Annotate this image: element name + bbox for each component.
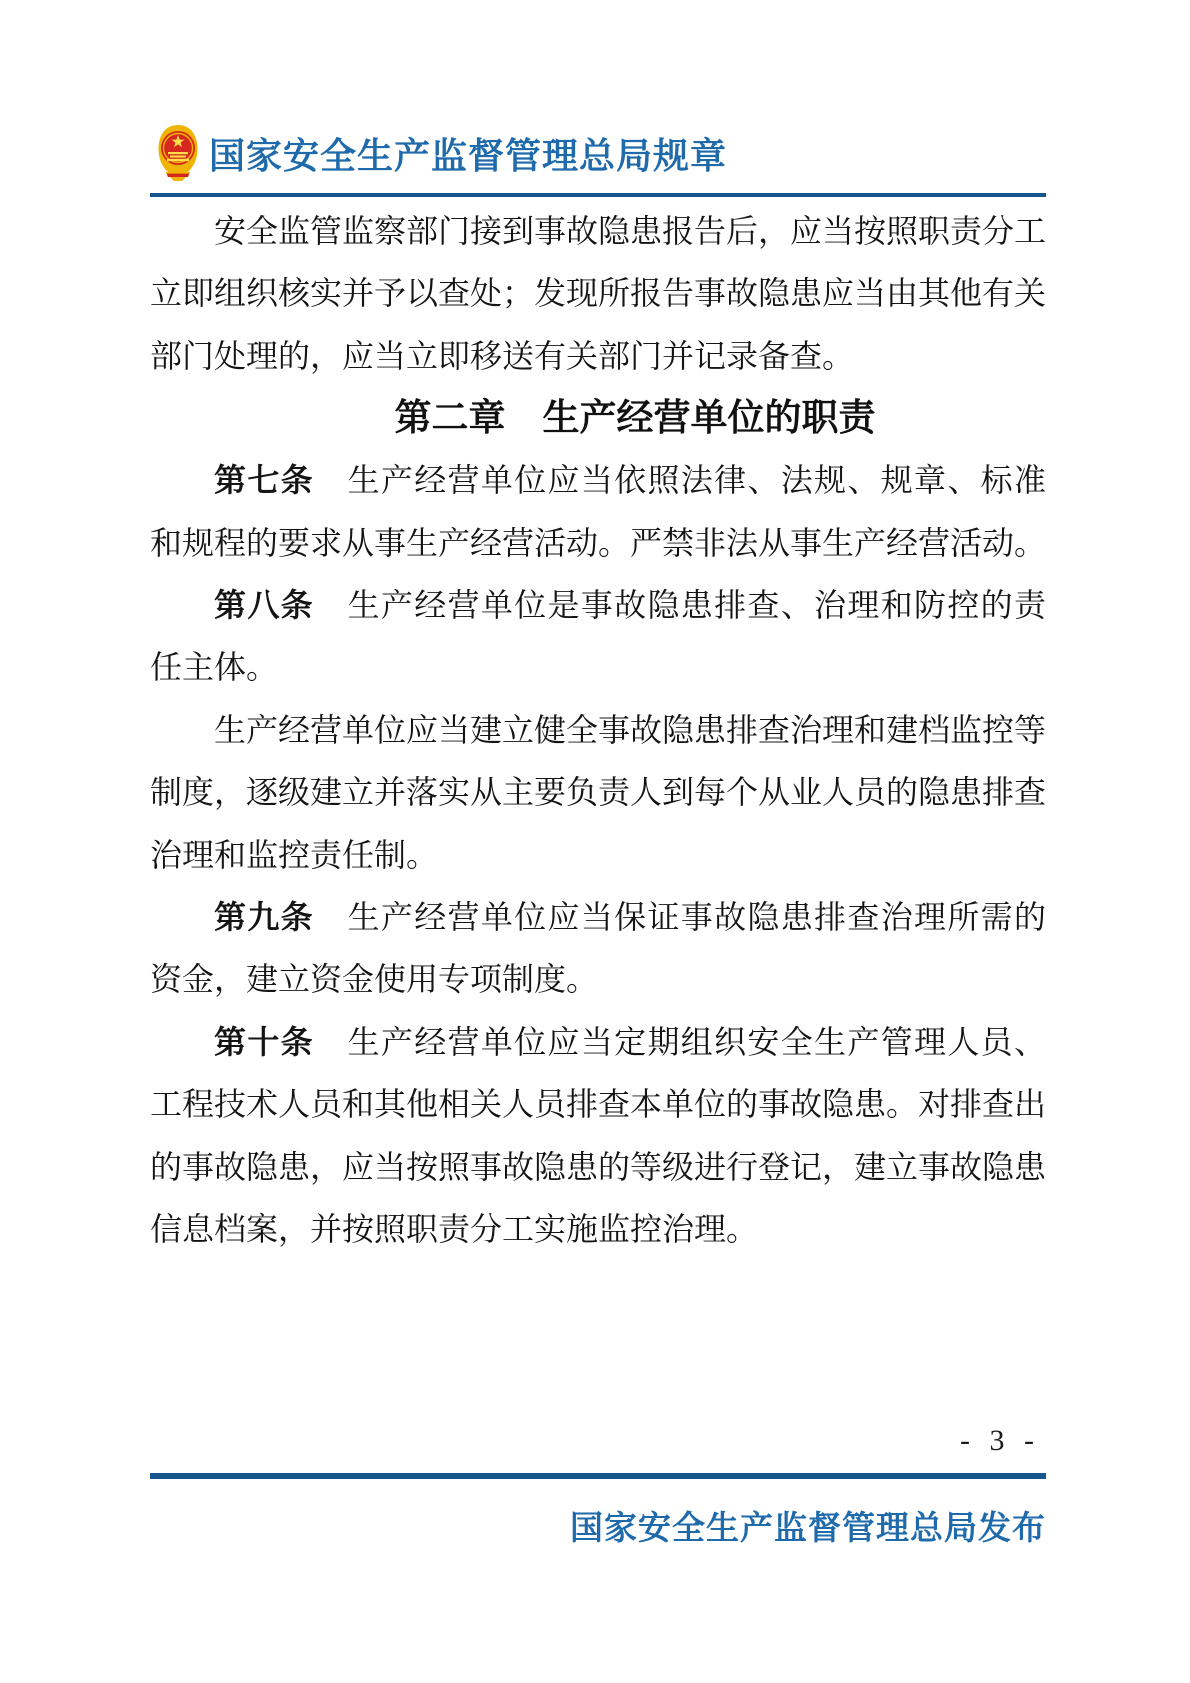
article-label: 第七条: [214, 462, 314, 499]
document-header: [157, 124, 727, 182]
paragraph: [150, 200, 1046, 387]
chapter-title: 生产经营单位的职责: [542, 397, 876, 439]
article-paragraph: [150, 886, 1046, 1011]
document-header-title: 国家安全生产监督管理总局规章: [209, 135, 728, 176]
paragraph-text: 安全监管监察部门接到事故隐患报告后，应当按照职责分工立即组织核实并予以查处；发现所报告事故隐患应当由其他有关部门处理的，应当立即移送有关部门并记录备查。: [150, 213, 1047, 374]
paragraph: [150, 699, 1046, 886]
article-label: 第十条: [214, 1023, 314, 1060]
article-label: 第九条: [214, 899, 314, 936]
chapter-heading: [150, 387, 1046, 449]
article-text: 生产经营单位是事故隐患排查、治理和防控的责任主体。: [150, 587, 1046, 686]
page-number: - 3 -: [960, 1424, 1040, 1457]
article-text: 生产经营单位应当依照法律、法规、规章、标准和规程的要求从事生产经营活动。严禁非法从事生产经营活动。: [150, 462, 1047, 561]
article-text: 生产经营单位应当保证事故隐患排查治理所需的资金，建立资金使用专项制度。: [150, 899, 1046, 998]
article-paragraph: [150, 1011, 1046, 1261]
china-national-emblem-icon: [157, 124, 199, 182]
document-body: [150, 200, 1046, 1261]
footer-divider-rule: [150, 1473, 1046, 1479]
article-text: 生产经营单位应当定期组织安全生产管理人员、工程技术人员和其他相关人员排查本单位的事故隐患。对排查出的事故隐患，应当按照事故隐患的等级进行登记，建立事故隐患信息档案，并按照职责分工实施监控治理。: [150, 1023, 1047, 1248]
chapter-number: 第二章: [394, 397, 506, 439]
article-paragraph: [150, 574, 1046, 699]
footer-publisher: 国家安全生产监督管理总局发布: [570, 1511, 1046, 1547]
article-paragraph: [150, 449, 1046, 574]
paragraph-text: 生产经营单位应当建立健全事故隐患排查治理和建档监控等制度，逐级建立并落实从主要负责人到每个从业人员的隐患排查治理和监控责任制。: [150, 711, 1047, 873]
article-label: 第八条: [214, 587, 314, 624]
header-divider-rule: [150, 193, 1046, 197]
